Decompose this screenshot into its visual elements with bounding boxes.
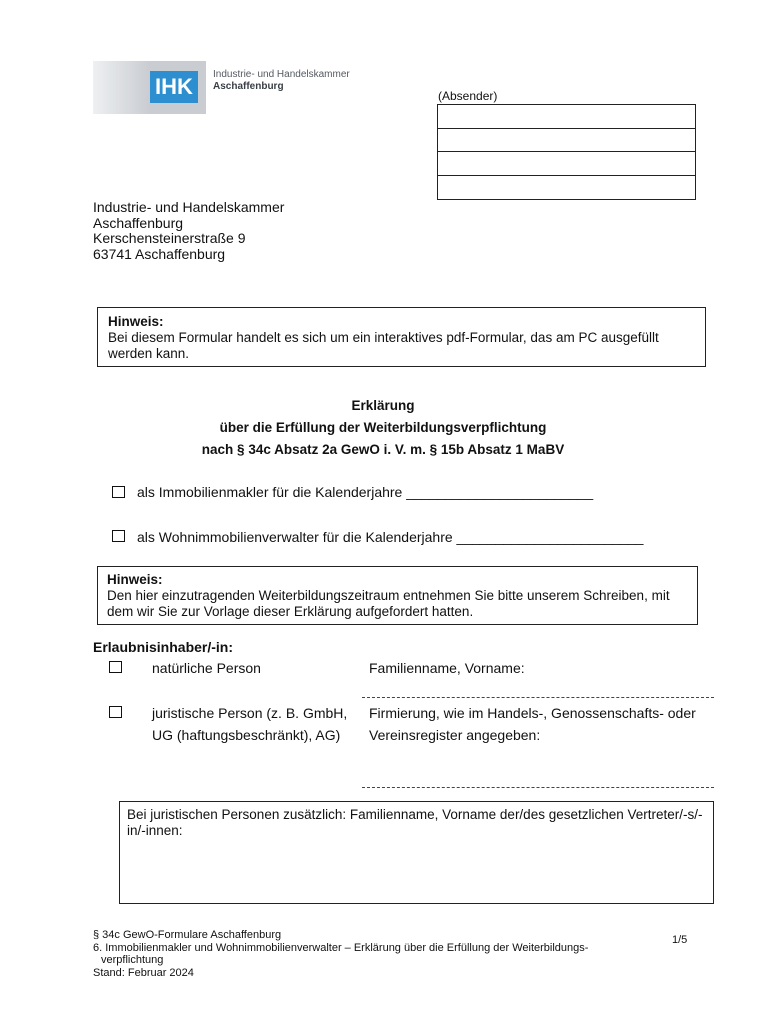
notice2-heading: Hinweis: — [107, 572, 163, 587]
permit-holder-heading: Erlaubnisinhaber/-in: — [93, 639, 234, 655]
legal-representatives-input[interactable] — [119, 801, 714, 904]
recipient-line4: 63741 Aschaffenburg — [93, 246, 226, 263]
recipient-line2: Aschaffenburg — [93, 214, 184, 231]
title-line2: über die Erfüllung der Weiterbildungsverpflichtung — [219, 420, 547, 435]
broker-option-label: als Immobilienmakler für die Kalenderjahre ________________________ — [137, 484, 594, 500]
legal-person-checkbox[interactable] — [109, 706, 122, 718]
sender-fields — [437, 104, 696, 200]
logo-name-line1: Industrie- und Handelskammer — [213, 69, 350, 80]
recipient-line1: Industrie- und Handelskammer — [93, 199, 285, 215]
page-number: 1/5 — [672, 934, 688, 946]
notice1-text: Bei diesem Formular handelt es sich um ein interaktives pdf-Formular, das am PC ausgefüllt werden kann. — [108, 330, 659, 361]
ihk-logo — [93, 61, 206, 114]
notice-training-period — [97, 566, 698, 625]
footer-line2: 6. Immobilienmakler und Wohnimmobilienverwalter – Erklärung über die Erfüllung der Weiterbildungs- — [93, 941, 589, 954]
logo-chamber-name — [213, 69, 350, 93]
natural-person-name-input[interactable] — [362, 697, 714, 698]
natural-person-field-label: Familienname, Vorname: — [369, 660, 525, 676]
sender-line-4-input[interactable] — [438, 176, 695, 200]
company-name-input[interactable] — [362, 787, 714, 788]
broker-checkbox[interactable] — [112, 486, 125, 498]
notice-interactive-form — [97, 307, 706, 367]
manager-checkbox[interactable] — [112, 530, 125, 542]
title-line3: nach § 34c Absatz 2a GewO i. V. m. § 15b Absatz 1 MaBV — [201, 442, 565, 457]
logo-abbreviation: IHK — [150, 71, 198, 103]
logo-name-line2: Aschaffenburg — [213, 81, 284, 92]
footer-line4: Stand: Februar 2024 — [93, 966, 194, 979]
manager-option-label: als Wohnimmobilienverwalter für die Kalenderjahre ________________________ — [137, 529, 644, 545]
sender-line-1-input[interactable] — [438, 105, 695, 129]
sender-line-3-input[interactable] — [438, 152, 695, 176]
notice2-text: Den hier einzutragenden Weiterbildungszeitraum entnehmen Sie bitte unserem Schreiben, mit dem wir Sie zur Vorlage dieser Erklärung aufgefordert hatten. — [107, 588, 670, 619]
legal-person-label-line1: juristische Person (z. B. GmbH, — [152, 705, 348, 721]
legal-person-field-label-line2: Vereinsregister angegeben: — [369, 727, 541, 743]
sender-label: (Absender) — [438, 89, 498, 103]
legal-person-field-label-line1: Firmierung, wie im Handels-, Genossenschafts- oder — [369, 705, 696, 721]
notice1-heading: Hinweis: — [108, 314, 164, 329]
footer — [93, 929, 588, 979]
footer-line1: § 34c GewO-Formulare Aschaffenburg — [93, 929, 282, 941]
recipient-line3: Kerschensteinerstraße 9 — [93, 230, 246, 247]
title-line1: Erklärung — [351, 398, 415, 413]
recipient-address — [93, 200, 284, 263]
legal-representatives-label: Bei juristischen Personen zusätzlich: Familienname, Vorname der/des gesetzlichen Vertreter/-s/-in/-innen: — [127, 807, 703, 838]
sender-line-2-input[interactable] — [438, 129, 695, 153]
natural-person-label: natürliche Person — [152, 660, 261, 676]
natural-person-checkbox[interactable] — [109, 661, 122, 673]
logo-gradient — [93, 61, 150, 114]
footer-line3: verpflichtung — [101, 954, 164, 966]
legal-person-label-line2: UG (haftungsbeschränkt), AG) — [152, 727, 341, 743]
